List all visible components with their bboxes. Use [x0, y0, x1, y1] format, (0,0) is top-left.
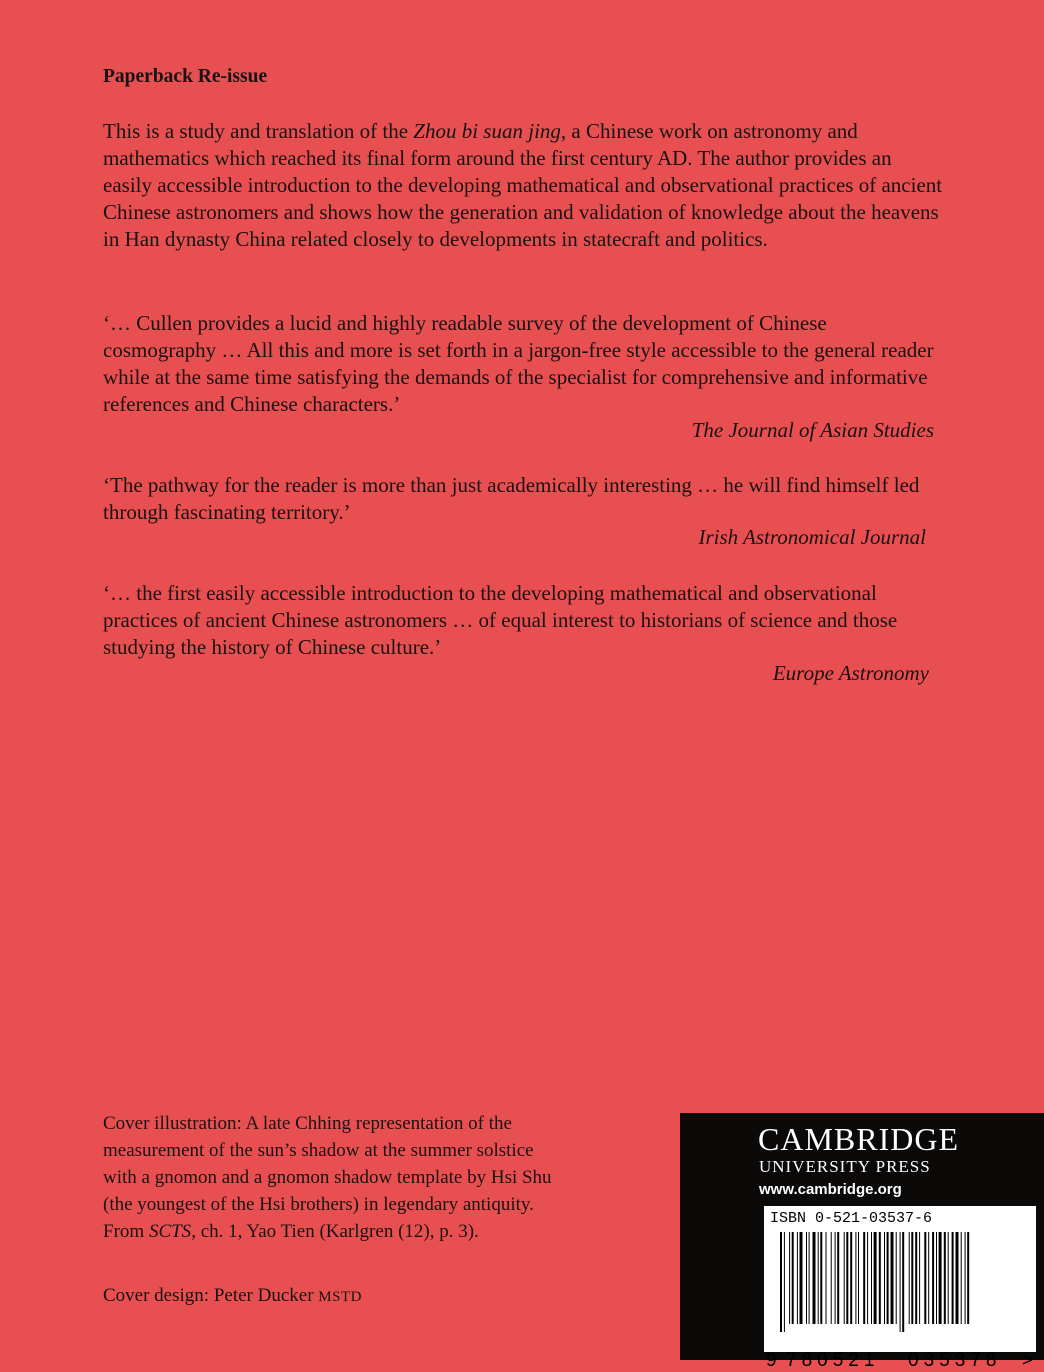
barcode-bar — [826, 1232, 827, 1324]
caption-end: , ch. 1, Yao Tien (Karlgren (12), p. 3). — [191, 1221, 479, 1242]
barcode-bar — [939, 1232, 942, 1324]
cover-illustration-caption — [103, 1110, 553, 1245]
barcode-bar — [891, 1232, 894, 1324]
barcode-bar — [879, 1232, 881, 1324]
barcode-bar — [846, 1232, 848, 1324]
barcode-bar — [952, 1232, 954, 1324]
design-suffix: MSTD — [318, 1289, 362, 1305]
barcode-bar — [837, 1232, 839, 1324]
barcode-bar — [900, 1232, 901, 1332]
barcode-bar — [884, 1232, 885, 1324]
barcode-bar — [919, 1232, 920, 1324]
barcode-bar — [936, 1232, 937, 1324]
barcode-bar — [928, 1232, 929, 1324]
description-after: , a Chinese work on astronomy and mathematics which reached its final form around the first century AD. The author provides an easily accessible introduction to the developing mathematical and observational practices of ancient Chinese astronomers and shows how the generation and validation of knowledge about the heavens in Han dynasty China related closely to developments in statecraft and politics. — [103, 119, 943, 251]
book-title: Zhou bi suan jing — [413, 119, 561, 143]
barcode-bar — [961, 1232, 962, 1324]
publisher-url: www.cambridge.org — [759, 1181, 902, 1198]
description-before: This is a study and translation of the — [103, 119, 414, 143]
barcode-bar — [915, 1232, 917, 1324]
publisher-block — [680, 1113, 1044, 1371]
caption-italic: SCTS — [148, 1221, 192, 1242]
barcode-bar — [902, 1232, 904, 1332]
cover-design-credit — [103, 1285, 362, 1307]
barcode-bar — [944, 1232, 946, 1324]
publisher-name: CAMBRIDGE — [758, 1121, 960, 1157]
barcode-bar — [909, 1232, 910, 1324]
barcode-bar — [800, 1232, 803, 1324]
barcode-bar — [844, 1232, 845, 1324]
barcode-bar — [858, 1232, 859, 1324]
barcode-bar — [797, 1232, 798, 1324]
barcode-bar — [967, 1232, 969, 1324]
barcode-bar — [820, 1232, 822, 1324]
barcode-bar — [956, 1232, 959, 1324]
barcode-bar — [874, 1232, 877, 1324]
barcode-bar — [831, 1232, 832, 1324]
barcode-bar — [863, 1232, 865, 1324]
barcode-bar — [948, 1232, 949, 1324]
review-text-3: ‘… the first easily accessible introduction to the developing mathematical and observational practices of ancient Chinese astronomers … of equal interest to historians of science and those studying the history of Chinese culture.’ — [103, 581, 898, 659]
barcode-bar — [896, 1232, 897, 1324]
barcode-bar — [806, 1232, 807, 1324]
barcode-right-group: 035378 — [908, 1350, 1002, 1371]
barcode-bar — [835, 1232, 836, 1324]
publisher-subtitle: UNIVERSITY PRESS — [759, 1157, 931, 1176]
review-source-3: Europe Astronomy — [772, 661, 929, 685]
review-text-1: ‘… Cullen provides a lucid and highly readable survey of the development of Chinese cosmography … All this and more is set forth in a jargon-free style accessible to the general reader while at the same time satisfying the demands of the specialist for comprehensive and informative references and Chinese characters.’ — [103, 311, 934, 416]
barcode-mark: > — [1022, 1350, 1034, 1371]
barcode-bar — [780, 1232, 782, 1332]
design-label: Cover design: Peter Ducker — [103, 1285, 319, 1306]
barcode-first-digit: 9 — [766, 1350, 777, 1371]
isbn-label: ISBN 0-521-03537-6 — [770, 1210, 933, 1227]
caption-main: Cover illustration: A late Chhing representation of the measurement of the sun’s shadow at the summer solstice with a gnomon and a gnomon shadow template by Hsi Shu (the youngest of the Hsi brothers) in legendary antiquity. From — [103, 1113, 552, 1242]
barcode-bar — [818, 1232, 819, 1324]
barcode-bar — [924, 1232, 926, 1324]
barcode-graphic — [764, 1206, 1036, 1352]
barcode-bar — [911, 1232, 913, 1324]
barcode-bar — [789, 1232, 790, 1324]
barcode-left-group: 780521 — [786, 1350, 880, 1371]
barcode-bar — [813, 1232, 816, 1324]
barcode-bar — [850, 1232, 852, 1324]
barcode-bar — [887, 1232, 889, 1324]
section-heading: Paperback Re-issue — [103, 66, 268, 87]
barcode-bar — [855, 1232, 856, 1324]
barcode-bar — [792, 1232, 794, 1324]
review-source-1: The Journal of Asian Studies — [691, 418, 934, 442]
review-source-2: Irish Astronomical Journal — [698, 525, 926, 549]
barcode-bar — [867, 1232, 868, 1324]
barcode-bar — [784, 1232, 785, 1332]
review-text-2: ‘The pathway for the reader is more than just academically interesting … he will find himself led through fascinating territory.’ — [103, 473, 920, 524]
barcode-bar — [809, 1232, 810, 1324]
description-paragraph — [103, 118, 943, 253]
barcode-bar — [871, 1232, 872, 1324]
barcode-bar — [932, 1232, 934, 1324]
barcode-bar — [965, 1232, 966, 1324]
barcode-panel — [764, 1206, 1036, 1371]
